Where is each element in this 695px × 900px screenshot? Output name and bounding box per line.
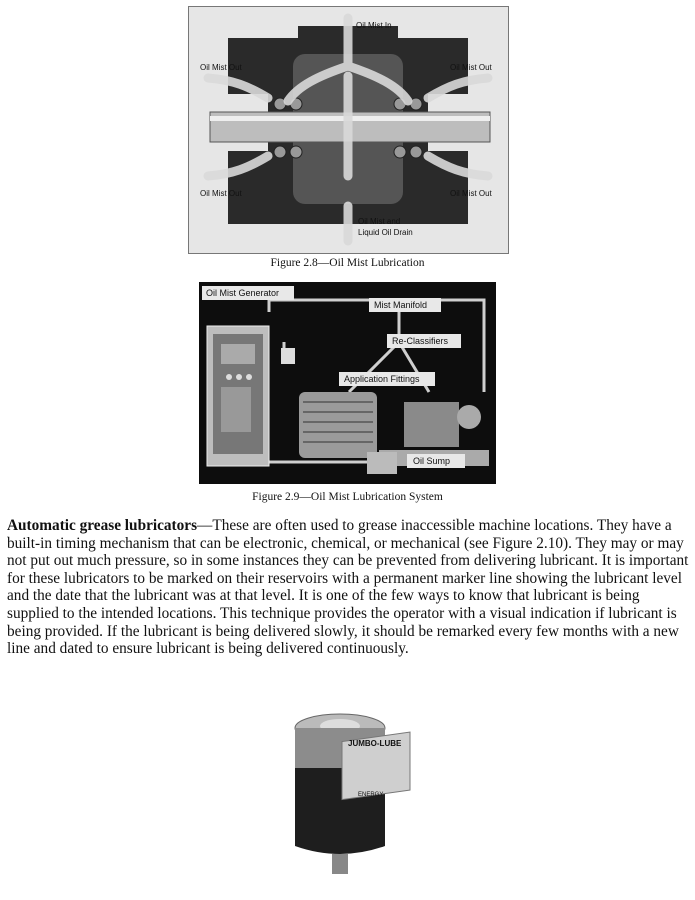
label-oil-mist-out-tl: Oil Mist Out <box>200 63 242 72</box>
figure-grease-lubricator <box>282 706 412 878</box>
body-paragraph <box>7 517 691 658</box>
paragraph-text: —These are often used to grease inaccessible machine locations. They have a built-in timing mechanism that can be electronic, chemical, or mechanical (see Figure 2.10). They may or may not put out much pressure, so in some instances they can be prevented from delivering lubricant. It is important for these lubricators to be marked on their reservoirs with a permanent marker line showing the lubricant level and the date that the lubricant was at that level. It is one of the few ways to know that lubricant is being supplied to the intended locations. This technique provides the operator with a visual indication if lubricant is being provided. If the lubricant is being delivered slowly, it should be remarked every few months with a new line and dated to ensure lubricant is being delivered continuously. <box>7 517 689 658</box>
figure-oil-mist-lubrication <box>188 6 509 254</box>
caption-figure-2-8: Figure 2.8—Oil Mist Lubrication <box>270 257 425 269</box>
label-drain-1: Oil Mist and <box>358 217 401 226</box>
caption-figure-2-9: Figure 2.9—Oil Mist Lubrication System <box>252 491 443 503</box>
paragraph-heading: Automatic grease lubricators <box>7 517 198 534</box>
label-application-fittings: Application Fittings <box>344 374 420 384</box>
label-oil-sump: Oil Sump <box>413 456 451 466</box>
label-mist-manifold: Mist Manifold <box>374 300 428 310</box>
label-oil-mist-in: Oil Mist In <box>356 21 392 30</box>
label-oil-mist-out-br: Oil Mist Out <box>450 189 492 198</box>
label-oil-mist-out-tr: Oil Mist Out <box>450 63 492 72</box>
label-energy: ENERGY <box>358 792 384 798</box>
label-drain-2: Liquid Oil Drain <box>358 228 413 237</box>
label-oil-mist-out-bl: Oil Mist Out <box>200 189 242 198</box>
label-oil-mist-generator: Oil Mist Generator <box>206 288 280 298</box>
label-re-classifiers: Re-Classifiers <box>392 336 449 346</box>
label-jumbo-lube: JUMBO-LUBE <box>348 739 402 748</box>
figure-oil-mist-system <box>199 282 496 484</box>
